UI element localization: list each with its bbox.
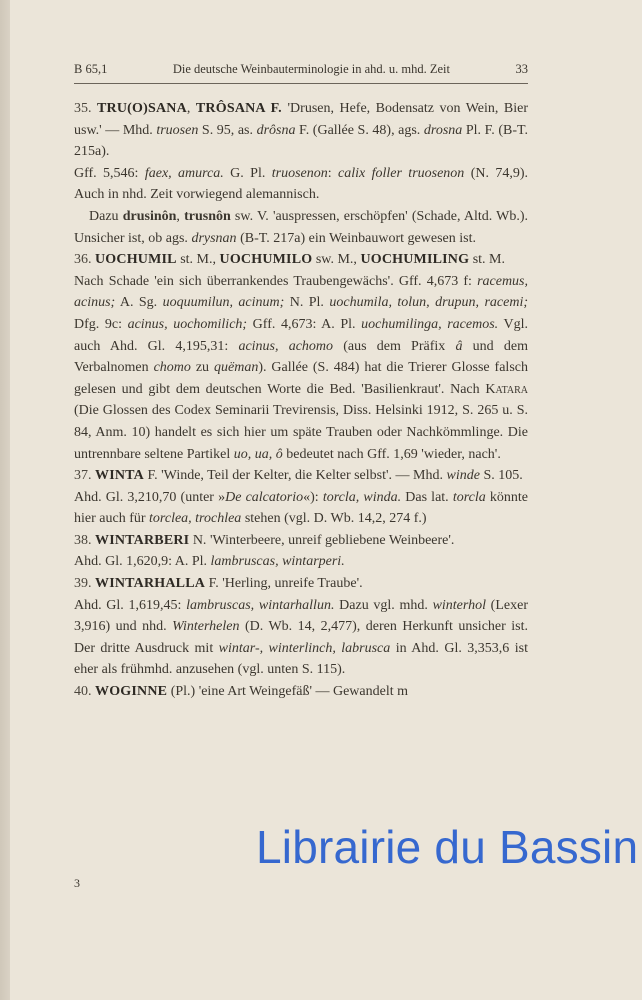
text-segment: ). Gallée (S. 484) hat die Trierer Glosse falsch gelesen und gibt dem deutschen Worte die Bed. 'Basilienkraut'. Nach [74, 360, 528, 397]
body-text [74, 98, 528, 703]
text-segment: Nach Schade 'ein sich überrankendes Traubengewächs'. Gff. 4,673 f: [74, 273, 478, 289]
entry-38 [74, 530, 528, 552]
entry-36-body [74, 271, 528, 465]
italic-form: drosna [423, 122, 463, 138]
text-segment: (Die Glossen des Codex Seminarii Trevirensis, Diss. Helsinki 1912, S. 265 u. S. 84, Anm. 10) handelt es sich hier um späte Trauben oder Nachkömmlinge. Die untrennbare seltene Partikel [74, 403, 528, 462]
text-segment: S. 95, as. [198, 122, 257, 138]
text-segment: Ahd. Gl. 3,210,70 (unter » [74, 489, 226, 505]
gram-info: st. M. [469, 252, 505, 268]
italic-form: De calcatorio [225, 489, 304, 505]
italic-form: calix foller truosenon [338, 165, 465, 181]
text-segment: 'Winterbeere, unreif gebliebene Weinbeere'. [209, 532, 455, 548]
italic-form: truosenon [271, 165, 328, 181]
text-segment: Dfg. 9c: [74, 316, 128, 332]
entry-35: 35. TRU(O)SANA, TRÔSANA F. 'Drusen, Hefe, Bodensatz von Wein, Bier usw.' — Mhd. truosen S. 95, as. drôsna F. (Gallée S. 48), ags. drosna Pl. F. (B-T. 215a). [74, 101, 529, 160]
signature-mark: 3 [74, 876, 80, 890]
header-title: Die deutsche Weinbauterminologie in ahd. u. mhd. Zeit [172, 62, 450, 76]
italic-form: torcla, winda. [322, 489, 402, 505]
entry-39 [74, 573, 528, 595]
text-segment: «): [303, 489, 323, 505]
italic-form: torcla [452, 489, 486, 505]
lemma: WINTARBERI [95, 532, 190, 548]
italic-form: â [455, 338, 463, 354]
text-segment: in Ahd. Gl. 3,353,6 ist eher als frühmhd. anzusehen (vgl. unten S. 115). [74, 640, 528, 678]
text-segment: und dem Verbalnomen [74, 338, 528, 376]
lemma: WOGINNE [95, 684, 168, 700]
text-segment: sw. V. 'auspressen, erschöpfen' (Schade, Altd. Wb.). Unsicher ist, ob ags. [74, 208, 529, 246]
italic-form: winterhol [432, 597, 486, 613]
text-segment: A. Sg. [115, 295, 163, 311]
text-segment: (aus dem Präfix [333, 338, 456, 354]
italic-form: Winterhelen [172, 619, 240, 635]
entry-37-gloss [74, 487, 528, 530]
text-segment: N. Pl. [284, 295, 330, 311]
italic-form: winde [446, 468, 480, 484]
text-segment: stehen (vgl. D. Wb. 14,2, 274 f.) [241, 511, 427, 527]
text-segment: Das lat. [401, 489, 453, 505]
italic-form: drysnan [191, 230, 237, 246]
italic-form: uo, ua, ô [233, 446, 283, 462]
text-segment: könnte hier auch für [74, 489, 528, 527]
lemma: TRU(O)SANA [97, 101, 187, 116]
lemma: WINTARHALLA [95, 576, 206, 592]
gram-info: F. [264, 101, 288, 116]
italic-form: uochumilinga, racemos. [361, 316, 499, 332]
small-caps-author: Katara [485, 381, 528, 397]
text-segment: F. (Gallée S. 48), ags. [295, 122, 424, 138]
italic-form: faex, amurca. [144, 165, 224, 181]
running-head [74, 62, 528, 84]
italic-form: wintar-, winterlinch, labrusca [218, 640, 391, 656]
italic-form: racemus, acinus; [74, 273, 528, 311]
italic-form: torclea, trochlea [149, 511, 242, 527]
italic-form: lambruscas, wintarhallun. [186, 597, 335, 613]
header-page-number: 33 [515, 62, 528, 76]
text-segment: 'Drusen, Hefe, Bodensatz von Wein, Bier usw.' — Mhd. [74, 101, 529, 138]
entry-35-note [74, 206, 528, 249]
lemma: UOCHUMILO [219, 252, 313, 268]
bold-form: drusinôn [122, 208, 177, 224]
italic-form: drôsna [256, 122, 296, 138]
entry-36 [74, 249, 528, 271]
italic-form: chomo [153, 360, 191, 376]
text-segment: (Lexer 3,916) und nhd. [74, 597, 528, 635]
text-segment: G. Pl. [223, 165, 272, 181]
watermark-text: Librairie du Bassin [256, 821, 639, 873]
text-segment: Dazu [89, 208, 123, 224]
italic-form: uoquumilun, acinum; [162, 295, 285, 311]
gram-info: st. M., [176, 252, 220, 268]
text-segment: Gff. 4,673: A. Pl. [247, 316, 362, 332]
entry-35-gloss [74, 163, 528, 206]
lemma: UOCHUMIL [95, 252, 177, 268]
entry-37 [74, 465, 528, 487]
text-segment: 'eine Art Weingefäß' — Gewandelt m [198, 684, 409, 700]
entry-number: 38. [74, 532, 92, 548]
text-segment: bedeutet nach Gff. 1,69 'wieder, nach'. [282, 446, 501, 462]
text-segment: , [176, 208, 185, 224]
text-segment: zu [190, 360, 214, 376]
lemma: TRÔSANA [195, 101, 265, 116]
text-segment: (N. 74,9). Auch in nhd. Zeit vorwiegend alemannisch. [74, 165, 529, 203]
italic-form: acinus, achomo [238, 338, 334, 354]
entry-number: 39. [74, 576, 92, 592]
entry-40 [74, 681, 528, 703]
text-segment: S. 105. [479, 468, 523, 484]
italic-form: quëman [214, 360, 259, 376]
header-left: B 65,1 [74, 62, 108, 76]
gram-info: N. [189, 532, 210, 548]
entry-39-gloss [74, 595, 528, 681]
text-segment: 'Winde, Teil der Kelter, die Kelter selbst'. — Mhd. [161, 468, 447, 484]
gram-info: sw. M., [312, 252, 361, 268]
entry-number: 40. [74, 684, 92, 700]
entry-38-gloss [74, 551, 528, 573]
text-segment: : [327, 165, 339, 181]
italic-form: uochumila, tolun, drupun, racemi; [329, 295, 528, 311]
gram-info: (Pl.) [167, 684, 199, 700]
entry-number: 36. [74, 252, 92, 268]
text-segment: Vgl. auch Ahd. Gl. 4,195,31: [74, 316, 528, 354]
entry-number: 35. [74, 101, 92, 116]
text-segment: Ahd. Gl. 1,619,45: [74, 597, 187, 613]
text-segment: (D. Wb. 14, 2,477), deren Herkunft unsicher ist. Der dritte Ausdruck mit [74, 619, 528, 656]
italic-form: truosen [156, 122, 199, 138]
text-segment: Dazu vgl. mhd. [334, 597, 433, 613]
text-segment: Ahd. Gl. 1,620,9: A. Pl. [74, 554, 211, 570]
entry-number: 37. [74, 468, 92, 484]
text-segment: Pl. F. (B-T. 215a). [74, 122, 529, 160]
bold-form: trusnôn [184, 208, 231, 224]
text-segment: Gff. 5,546: [74, 165, 145, 181]
italic-form: acinus, uochomilich; [127, 316, 248, 332]
italic-form: lambruscas, wintarperi. [210, 554, 345, 570]
lemma: WINTA [95, 468, 144, 484]
text-segment: (B-T. 217a) ein Weinbauwort gewesen ist. [236, 230, 476, 246]
lemma: UOCHUMILING [360, 252, 470, 268]
text-segment: 'Herling, unreife Traube'. [222, 576, 363, 592]
gram-info: F. [143, 468, 162, 484]
gram-info: F. [205, 576, 223, 592]
